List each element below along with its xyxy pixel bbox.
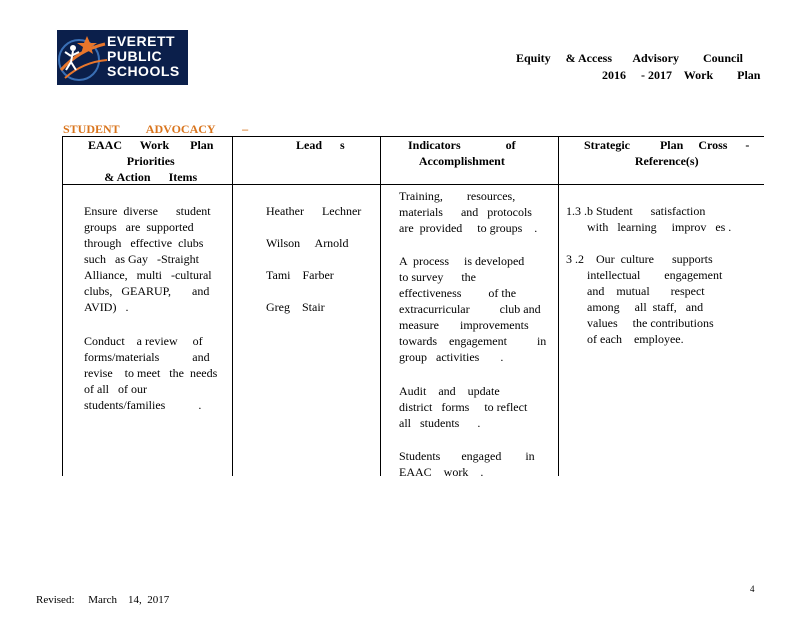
logo-line3: SCHOOLS bbox=[107, 63, 180, 79]
column-header-leads: Lead s bbox=[296, 138, 345, 152]
indicator-item: A process is developed to survey the effectiveness of the extracurricular club and measure improvements towards engagement in group activities . bbox=[399, 254, 547, 364]
logo-line2: PUBLIC bbox=[107, 48, 163, 64]
indicator-item: Training, resources, materials and protocols are provided to groups . bbox=[399, 189, 538, 235]
indicator-item: Audit and update district forms to reflect all students . bbox=[399, 384, 528, 430]
strategic-plan-ref: 3 .2 Our culture supports intellectual engagement and mutual respect among all staff, and values the contributions of each employee. bbox=[566, 252, 723, 346]
header-title-line1: Equity & Access Advisory Council bbox=[516, 51, 744, 65]
table-col-divider bbox=[558, 136, 559, 476]
revised-date: Revised: March 14, 2017 bbox=[36, 594, 170, 606]
column-header-priorities: EAAC Work Plan Priorities & Action Items bbox=[88, 138, 214, 184]
lead-name: Greg Stair bbox=[266, 300, 325, 314]
section-title: STUDENT ADVOCACY – bbox=[63, 122, 249, 136]
everett-public-schools-logo bbox=[57, 30, 188, 85]
table-col-divider bbox=[380, 136, 381, 476]
column-header-indicators: Indicators of Accomplishment bbox=[408, 138, 516, 168]
lead-name: Heather Lechner bbox=[266, 204, 362, 218]
lead-name: Wilson Arnold bbox=[266, 236, 349, 250]
priority-item: Conduct a review of forms/materials and revise to meet the needs of all of our students/families . bbox=[84, 334, 218, 412]
page-number: 4 bbox=[750, 584, 755, 594]
logo-line1: EVERETT bbox=[107, 33, 176, 49]
column-header-strategic-plan: Strategic Plan Cross - Reference(s) bbox=[584, 138, 750, 168]
header-title-line2: 2016 - 2017 Work Plan bbox=[602, 68, 761, 82]
logo-text bbox=[107, 34, 180, 79]
lead-name: Tami Farber bbox=[266, 268, 334, 282]
table-col-divider bbox=[232, 136, 233, 476]
indicator-item: Students engaged in EAAC work . bbox=[399, 449, 535, 479]
strategic-plan-ref: 1.3 .b Student satisfaction with learning improv es . bbox=[566, 204, 732, 234]
table-col-divider bbox=[62, 136, 63, 476]
priority-item: Ensure diverse student groups are supported through effective clubs such as Gay -Straight Alliance, multi -cultural clubs, GEARUP, and AVID) . bbox=[84, 204, 212, 314]
